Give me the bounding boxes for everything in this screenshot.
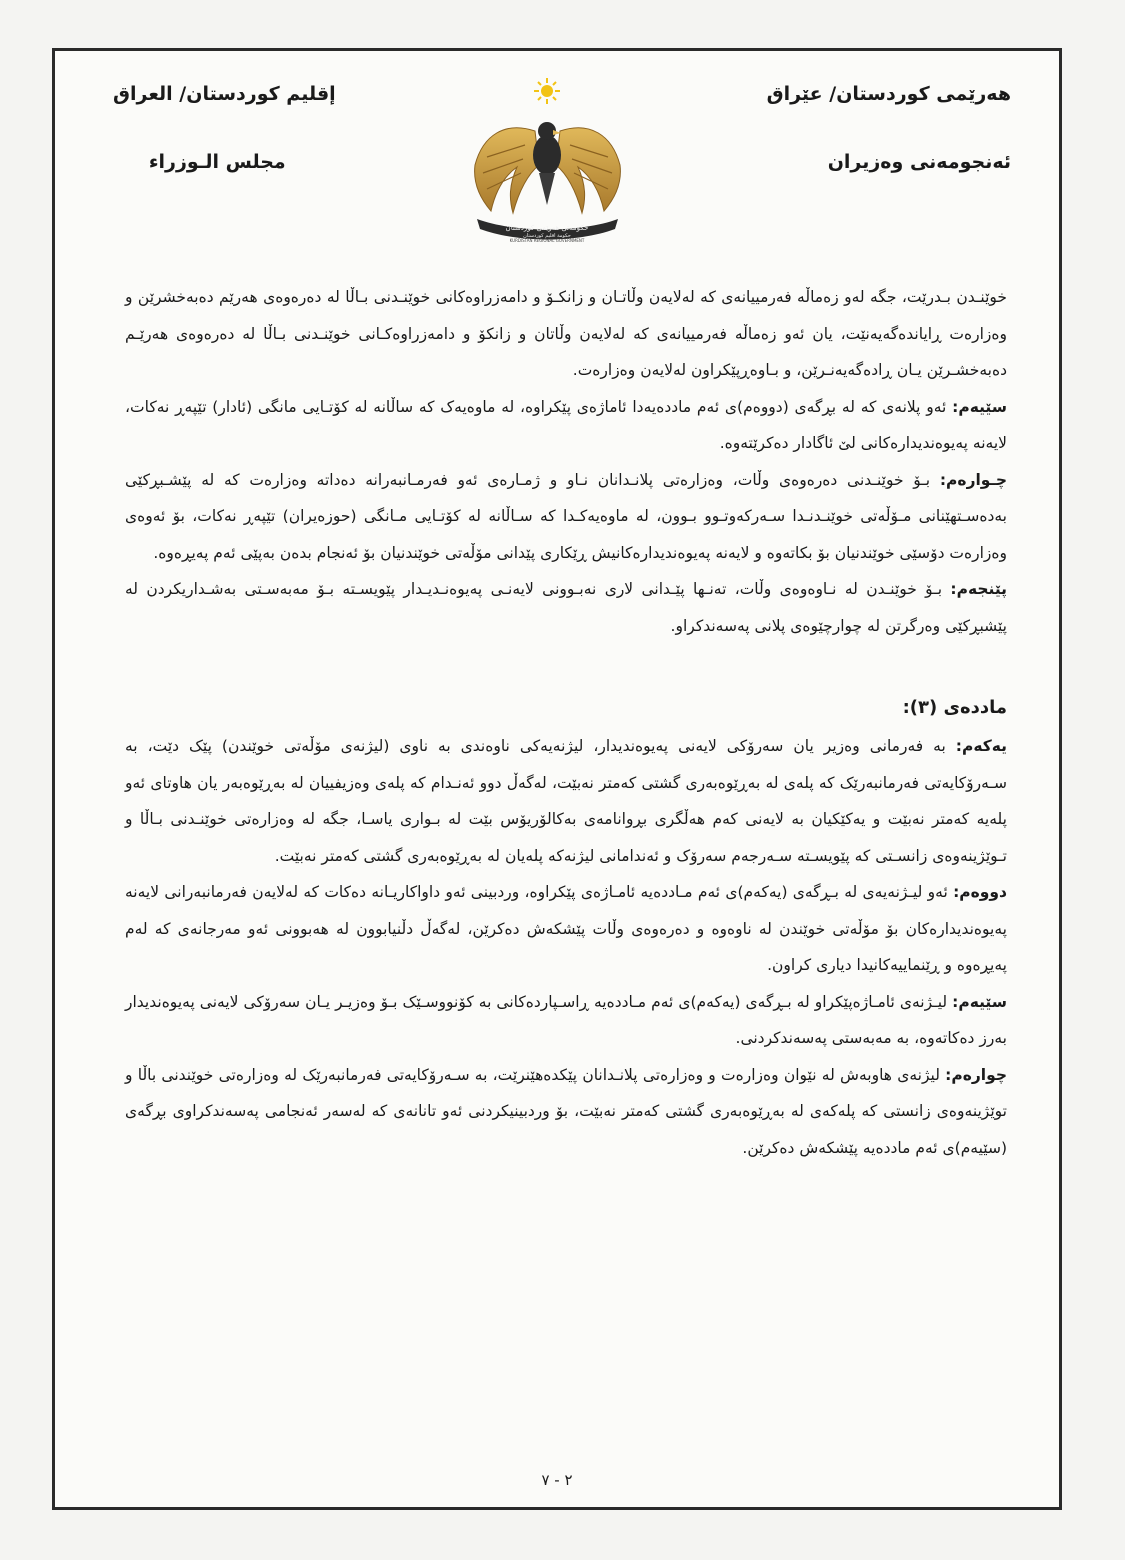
clause-label: چـوارەم:: [939, 470, 1007, 489]
clause-fifth: [125, 571, 1007, 644]
header-arabic: [113, 77, 336, 179]
clause-label: یەکەم:: [955, 737, 1007, 755]
clause-label: پێنجەم:: [950, 580, 1007, 598]
article-clause-second: [125, 874, 1007, 984]
council-name-kurdish: ئەنجومەنی وەزیران: [827, 151, 1011, 173]
council-name-arabic: مجلس الـوزراء: [148, 151, 286, 173]
clause-fourth: [125, 462, 1007, 572]
clause-text: لیـژنەی ئامـاژەپێکراو لە بـڕگەی (یەکەم)ی ئەم مـاددەیە ڕاسـپاردەکانی بە کۆنووسـێک بـۆ وەزیـر یـان سەرۆکی لایەنی پەیوەندیدار بەرز دەکاتەوە، بە مەبەستی پەسەندکردنی.: [125, 992, 1007, 1047]
document-body: [125, 279, 1007, 1166]
document-page: [52, 48, 1062, 1510]
clause-text: ئەو لیـژنەیەی لە بـڕگەی (یەکەم)ی ئەم مـاددەیە ئامـاژەی پێکراوە، وردبینی ئەو داواکاریـانە دەکات کە لەلایەن فەرمانبەرانی لایەنە پەیوەندیدارەکان بۆ مۆڵەتی خوێندن لە ناوەوە و دەرەوەی وڵات پێشکەش دەکرێن، لەگەڵ دڵنیابوون لە هەبوونی ئەو مەرجانەی کە لەم پەیڕەوە و ڕێنماییەکانیدا دیاری کراون.: [125, 883, 1007, 974]
clause-label: سێیەم:: [952, 397, 1007, 416]
clause-text: لیژنەی هاوبەش لە نێوان وەزارەت و وەزارەتی پلانـدانان پێکدەهێنرێت، بە سـەرۆکایەتی فەرمانبەرێک لە وەزارەتی خوێندنی باڵا و توێژینەوەی زانستی کە پلەکەی لە بەڕێوەبەری گشتی کەمتر نەبێت، بۆ وردبینیکردنی ئەو تانانەی کە لەسەر ئەنجامی پەسەندکراوی بڕگەی (سێیەم)ی ئەم ماددەیە پێشکەش دەکرێن.: [125, 1065, 1007, 1157]
article-clause-fourth: [125, 1057, 1007, 1167]
clause-label: سێیەم:: [952, 992, 1007, 1011]
article-clause-first: [125, 728, 1007, 874]
clause-text: بە فەرمانی وەزیر یان سەرۆکی لایەنی پەیوەندیدار، لیژنەیەکی ناوەندی بە ناوی (لیژنەی مۆڵەتی خوێندن) پێک دێت، بە سـەرۆکایەتی فەرمانبەرێک کە پلەی لە بەڕێوەبەری گشتی کەمتر نەبێت، لەگەڵ دوو ئەنـدام کە پلەی وەزیفییان لە بەڕێوەبەر یان هاوتای ئەو پلەیە کەمتر نەبێت و یەکێکیان بە لایەنی کەم هەڵگری بڕوانامەی بەکالۆریۆس بێت لە بـواری یاسـا، جگە لە وەزارەتی خوێنـدنی بـاڵا و تـوێژینەوەی زانسـتی کە پێویسـتە سـەرجەم سەرۆک و ئەندامانی لیژنەکە پلەیان لە بەڕێوەبەری گشتی کەمتر نەبێت.: [125, 737, 1007, 865]
article-heading: ماددەی (٣):: [902, 697, 1007, 718]
emblem-ribbon-text-2: حکومة اقليم كوردستان: [523, 233, 571, 239]
header-kurdish: [767, 77, 1011, 179]
region-name-arabic: إقليم كوردستان/ العراق: [113, 83, 336, 105]
region-name-kurdish: هەرێمی کوردستان/ عێراق: [766, 83, 1011, 105]
clause-label: دووەم:: [953, 883, 1007, 901]
emblem-ribbon-text: حکومەتی هەرێمی کوردستان: [505, 224, 589, 232]
clause-text: بـۆ خوێنـدن لە نـاوەوەی وڵات، تەنـها پێـدانی لاری نەبـوونی لایەنـی پەیوەنـدیـدار پێویسـتە بـۆ مەبەسـتی بەشـداریکردن لە پێشبڕکێی وەرگرتن لە چوارچێوەی پلانی پەسەندکراو.: [125, 580, 1007, 635]
paragraph-continuation: خوێنـدن بـدرێت، جگە لەو زەماڵە فەرمیيانەی کە لەلایەن وڵاتـان و زانکـۆ و دامەزراوەکانی خوێنـدنی بـاڵا لە دەرەوەی هەرێم دەبەخشرێن و وەزارەت ڕایاندەگەیەنێت، یان ئەو زەماڵە فەرمیيانەی کە لەلایەن وڵاتان و زانکۆ و دامەزراوەکـانی خوێنـدنی بـاڵا لە دەرەوەی هەرێـم دەبەخشـرێن یـان ڕادەگەیەنـرێن، و بـاوەڕپێکراون لەلایەن وەزارەت.: [125, 288, 1007, 379]
clause-text: بـۆ خوێنـدنی دەرەوەی وڵات، وەزارەتی پلانـدانان نـاو و ژمـارەی ئەو فەرمـانبەرانە دەداتە وەزارەت کە لە پێشـبڕکێی بەدەسـتهێنانی مـۆڵەتی خوێنـدنـدا سـەرکەوتـوو بـوون، لە ماوەیەکـدا کە سـاڵانە لە کۆتـایی مـانگی (حوزەیران) تێپەڕ نەکات، بۆ ئەوەی وەزارەت دۆسێی خوێندنیان بۆ بکاتەوە و لایەنە پەیوەندیدارەکانیش ڕێکاری پێدانی مۆڵەتی خوێندنیان بۆ ئەنجام بدەن بەپێی ئەم پەیڕەوە.: [125, 470, 1007, 562]
clause-third: [125, 389, 1007, 462]
page-number: ٢ - ٧: [541, 1471, 573, 1489]
emblem-english-text: KURDISTAN REGIONAL GOVERNMENT: [509, 238, 585, 243]
clause-text: ئەو پلانەی کە لە بڕگەی (دووەم)ی ئەم ماددەیەدا ئاماژەی پێکراوە، لە ماوەیەک کە ساڵانە لە کۆتـایی مانگی (ئادار) تێپەڕ نەکات، لایەنە پەیوەندیدارەکانی لێ ئاگادار دەکرێتەوە.: [125, 397, 1007, 452]
article-clause-third: [125, 984, 1007, 1057]
clause-label: چوارەم:: [945, 1065, 1007, 1084]
krg-emblem-logo: [465, 73, 630, 243]
